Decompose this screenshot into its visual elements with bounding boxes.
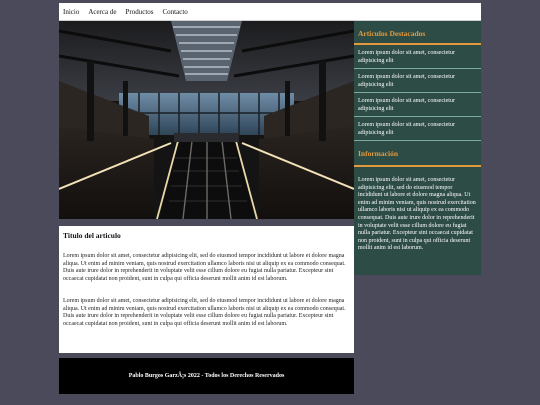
footer [59, 358, 354, 394]
info-title: Información [354, 141, 481, 167]
featured-article-item[interactable]: Lorem ipsum dolor sit amet, consectetur adipisicing elit [354, 93, 481, 117]
featured-article-item[interactable]: Lorem ipsum dolor sit amet, consectetur adipisicing elit [354, 45, 481, 69]
escalator-hall-photo [59, 21, 354, 219]
sidebar [354, 21, 481, 275]
featured-article-item[interactable]: Lorem ipsum dolor sit amet, consectetur adipisicing elit [354, 69, 481, 93]
nav-link-acerca-de[interactable]: Acerca de [88, 7, 117, 16]
article [59, 226, 354, 353]
nav-link-productos[interactable]: Productos [125, 7, 154, 16]
top-nav [59, 3, 481, 21]
footer-copyright: Pablo Burgos GarzÃ¡s 2022 - Todos los Derechos Reservados [128, 373, 285, 379]
featured-articles-title: Articulos Destacados [354, 21, 481, 45]
hero-image [59, 21, 354, 219]
nav-link-inicio[interactable]: Inicio [63, 7, 80, 16]
article-title: Titulo del articulo [63, 231, 121, 240]
article-paragraph: Lorem ipsum dolor sit amet, consectetur adipisicing elit, sed do eiusmod tempor incididunt ut labore et dolore magna aliqua. Ut enim ad minim veniam, quis nostrud exercitation ullamco laboris nisi ut aliquip ex ea commodo consequat. Duis aute irure dolor in reprehenderit in voluptate velit esse cillum dolore eu fugiat nulla pariatur. Excepteur sint occaecat cupidatat non proident, sunt in culpa qui officia deserunt mollit anim id est laborum. [63, 297, 346, 327]
nav-link-contacto[interactable]: Contacto [162, 7, 188, 16]
info-text: Lorem ipsum dolor sit amet, consectetur adipisicing elit, sed do eiusmod tempor incididunt ut labore et dolore magna aliqua. Ut enim ad minim veniam, quis nostrud exercitation ullamco laboris nisi ut aliquip ex ea commodo consequat. Duis aute irure dolor in reprehenderit in voluptate velit esse cillum dolore eu fugiat nulla pariatur. Excepteur sint occaecat cupidatat non proident, sunt in culpa qui officia deserunt mollit anim id est laborum. [358, 177, 476, 252]
article-paragraph: Lorem ipsum dolor sit amet, consectetur adipisicing elit, sed do eiusmod tempor incididunt ut labore et dolore magna aliqua. Ut enim ad minim veniam, quis nostrud exercitation ullamco laboris nisi ut aliquip ex ea commodo consequat. Duis aute irure dolor in reprehenderit in voluptate velit esse cillum dolore eu fugiat nulla pariatur. Excepteur sint occaecat cupidatat non proident, sunt in culpa qui officia deserunt mollit anim id est laborum. [63, 253, 346, 283]
featured-article-item[interactable]: Lorem ipsum dolor sit amet, consectetur adipisicing elit [354, 117, 481, 141]
